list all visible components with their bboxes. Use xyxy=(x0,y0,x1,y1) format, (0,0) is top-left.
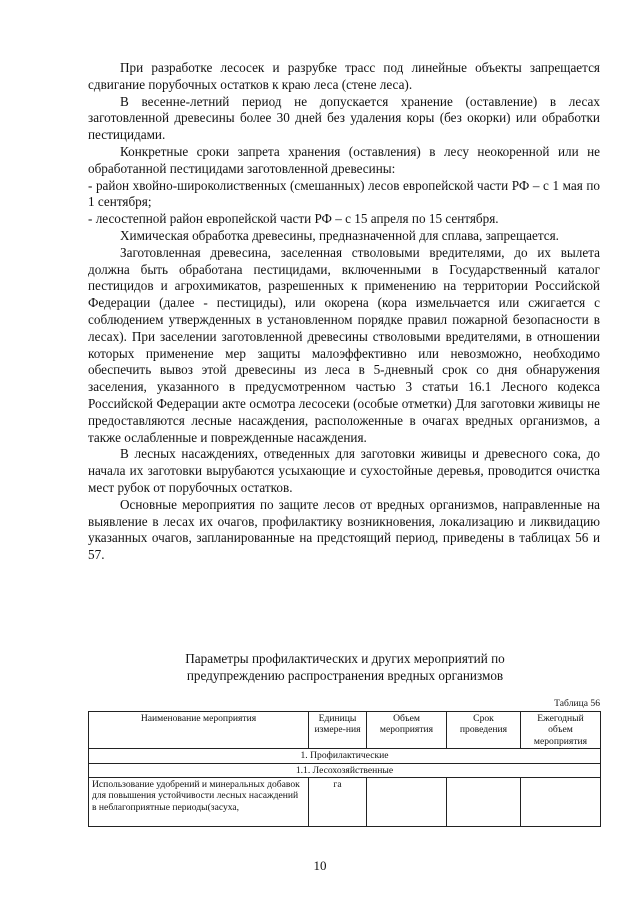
cell-name: Использование удобрений и минеральных добавок для повышения устойчивости лесных насаждений в неблагоприятные периоды(засуха, xyxy=(89,778,309,827)
subsection-cell xyxy=(89,763,601,777)
paragraph: Основные мероприятия по защите лесов от вредных организмов, направленные на выявление в лесах их очагов, профилактику возникновения, локализацию и ликвидацию указанных очагов, запланированные на предстоящий период, приведены в таблицах 56 и 57. xyxy=(88,496,600,563)
section-number: 1. xyxy=(300,750,308,762)
section-cell xyxy=(89,749,601,763)
table-row xyxy=(89,778,601,827)
table-header-row xyxy=(89,712,601,749)
table-number-label: Таблица 56 xyxy=(554,698,600,709)
cell-volume xyxy=(367,778,447,827)
subsection-label: Лесохозяйственные xyxy=(312,764,394,776)
col-header-name: Наименование мероприятия xyxy=(89,712,309,749)
list-item: - район хвойно-широколиственных (смешанных) лесов европейской части РФ – с 1 мая по 1 сентября; xyxy=(88,177,600,210)
col-header-volume: Объем мероприятия xyxy=(367,712,447,749)
paragraph: Заготовленная древесина, заселенная стволовыми вредителями, до их вылета должна быть обработана пестицидами, включенными в Государственный каталог пестицидов и агрохимикатов, разрешенных к применению на территории Российской Федерации (далее - пестициды), или окорена (кора измельчается или сжигается с соблюдением утвержденных в установленном порядке правил пожарной безопасности в лесах). При заселении заготовленной древесины стволовыми вредителями, в отношении которых применение мер защиты малоэффективно или невозможно, необходимо обеспечить вывоз этой древесины из леса в 5-дневный срок со дня обнаружения заселения, указанного в предусмотренном частью 3 статьи 16.1 Лесного кодекса Российской Федерации акте осмотра лесосеки (особые отметки) Для заготовки живицы не предоставляются лесные насаждения, расположенные в очагах вредных организмов, а также ослабленные и поврежденные насаждения. xyxy=(88,244,600,445)
section-label: Профилактические xyxy=(310,750,389,762)
table-heading-line2: предупреждению распространения вредных организмов xyxy=(186,668,504,683)
cell-annual xyxy=(521,778,601,827)
table-heading xyxy=(110,650,580,684)
page-number: 10 xyxy=(313,858,327,873)
paragraph: В весенне-летний период не допускается хранение (оставление) в лесах заготовленной древесины более 30 дней без удаления коры (без окорки) или обработки пестицидами. xyxy=(88,93,600,143)
paragraph: При разработке лесосек и разрубке трасс под линейные объекты запрещается сдвигание порубочных остатков к краю леса (стене леса). xyxy=(88,60,600,92)
table-section-row xyxy=(89,749,601,763)
list-item: - лесостепной район европейской части РФ – с 15 апреля по 15 сентября. xyxy=(88,211,499,227)
col-header-term: Срок проведения xyxy=(447,712,521,749)
body-text xyxy=(88,60,600,564)
subsection-number: 1.1. xyxy=(295,764,311,776)
col-header-annual: Ежегодный объем мероприятия xyxy=(521,712,601,749)
table-subsection-row xyxy=(89,763,601,777)
paragraph: Химическая обработка древесины, предназначенной для сплава, запрещается. xyxy=(120,227,559,243)
cell-term xyxy=(447,778,521,827)
table-heading-line1: Параметры профилактических и других мероприятий по xyxy=(185,651,505,666)
paragraph: В лесных насаждениях, отведенных для заготовки живицы и древесного сока, до начала их заготовки вырубаются усыхающие и сухостойные деревья, проводится очистка мест рубок от порубочных остатков. xyxy=(88,446,600,495)
measures-table xyxy=(88,711,601,827)
paragraph: Конкретные сроки запрета хранения (оставления) в лесу неокоренной или не обработанной пестицидами заготовленной древесины: xyxy=(88,143,600,176)
cell-unit: га xyxy=(309,778,367,827)
col-header-unit: Единицы измере-ния xyxy=(309,712,367,749)
